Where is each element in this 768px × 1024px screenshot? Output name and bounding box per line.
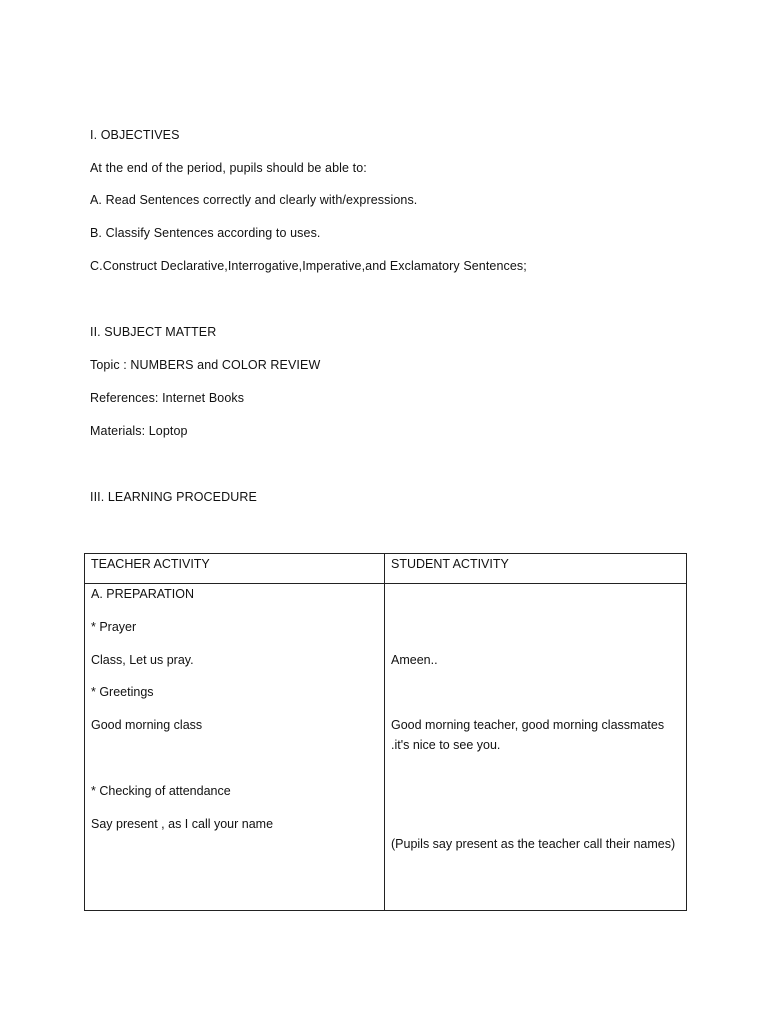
student-activity-cell — [385, 584, 687, 911]
objective-item-a: A. Read Sentences correctly and clearly with/expressions. — [90, 193, 418, 207]
teacher-line: Class, Let us pray. — [91, 653, 194, 667]
subject-references: References: Internet Books — [90, 391, 245, 405]
teacher-line: Good morning class — [91, 718, 203, 732]
subject-materials: Materials: Loptop — [90, 424, 188, 438]
subject-matter-heading: II. SUBJECT MATTER — [90, 325, 217, 339]
student-line: (Pupils say present as the teacher call their names) — [391, 837, 676, 851]
table-header-row — [85, 554, 687, 584]
teacher-line: * Checking of attendance — [91, 784, 231, 798]
teacher-activity-cell — [85, 584, 385, 911]
teacher-line: * Prayer — [91, 620, 137, 634]
student-activity-header: STUDENT ACTIVITY — [385, 554, 687, 584]
teacher-activity-header: TEACHER ACTIVITY — [85, 554, 385, 584]
teacher-line: A. PREPARATION — [91, 587, 195, 601]
learning-procedure-heading: III. LEARNING PROCEDURE — [90, 490, 257, 504]
objective-item-b: B. Classify Sentences according to uses. — [90, 226, 321, 240]
teacher-line: Say present , as I call your name — [91, 817, 274, 831]
student-line: Good morning teacher, good morning classmates — [391, 718, 665, 732]
table-row — [85, 584, 687, 911]
activity-table — [84, 553, 687, 911]
objective-item-c: C.Construct Declarative,Interrogative,Imperative,and Exclamatory Sentences; — [90, 259, 527, 273]
teacher-line: * Greetings — [91, 685, 154, 699]
student-line: Ameen.. — [391, 653, 438, 667]
subject-topic: Topic : NUMBERS and COLOR REVIEW — [90, 358, 321, 372]
objectives-heading: I. OBJECTIVES — [90, 128, 180, 142]
objectives-intro: At the end of the period, pupils should be able to: — [90, 161, 367, 175]
student-line: .it's nice to see you. — [391, 738, 501, 752]
